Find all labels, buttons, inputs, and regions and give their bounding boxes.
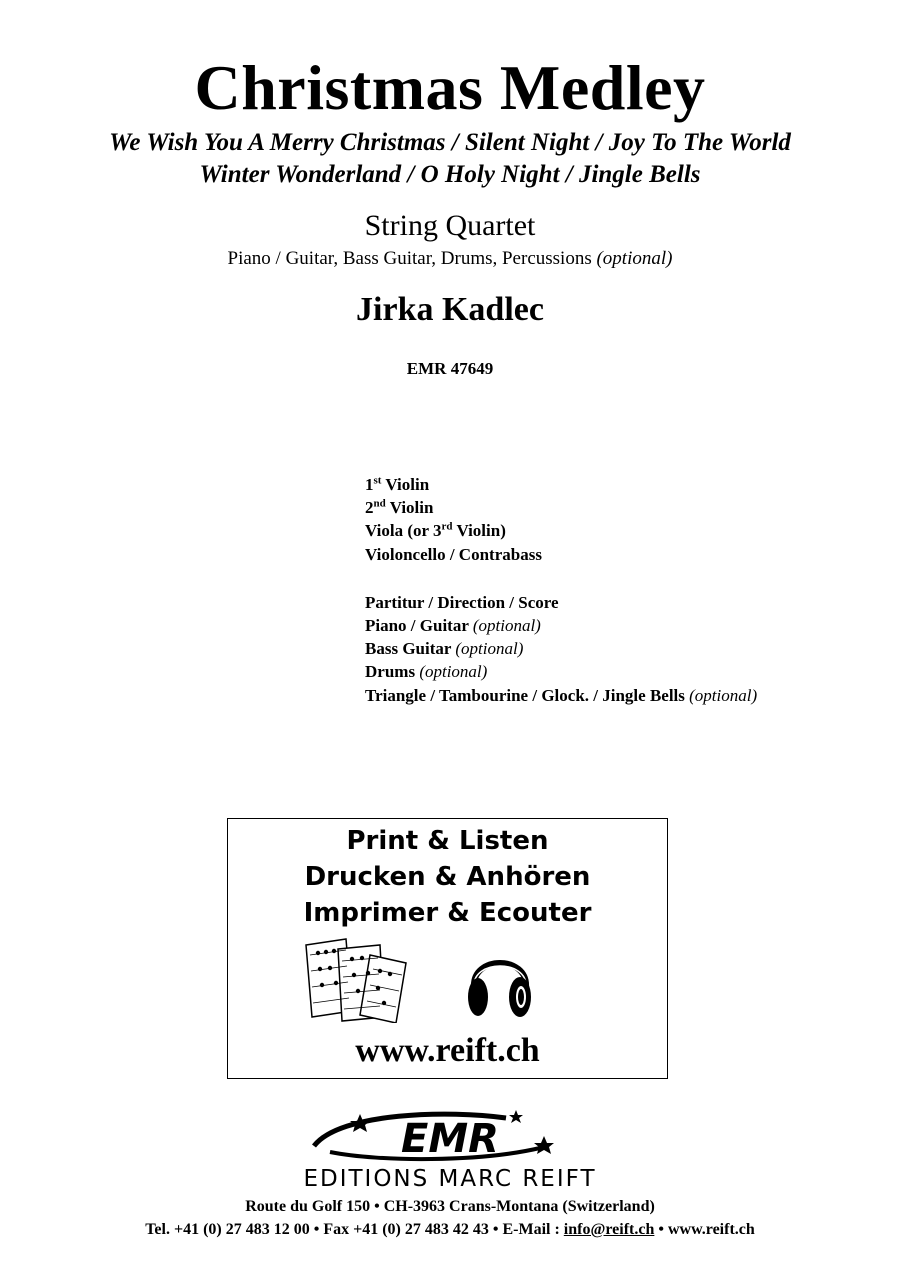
optional-label: (optional) — [472, 616, 541, 636]
optional-label: (optional) — [455, 639, 524, 659]
sheet-music-icon — [300, 937, 412, 1023]
part-number: 2 — [365, 498, 374, 518]
promo-line-2: Drucken & Anhören — [304, 862, 591, 892]
part-violin-1 — [365, 473, 757, 496]
email-link[interactable]: info@reift.ch — [563, 1221, 655, 1238]
part-label: Viola (or 3 — [365, 521, 442, 541]
part-label-end: Violin) — [452, 521, 506, 541]
publisher-contact — [0, 1219, 900, 1241]
parts-list — [365, 473, 757, 707]
ensemble: String Quartet — [364, 209, 536, 242]
part-label: Violin — [385, 498, 434, 518]
part-piano — [365, 614, 757, 637]
ordinal-suffix: rd — [441, 520, 453, 533]
logo-text: EMR — [401, 1116, 499, 1162]
part-bass-guitar — [365, 637, 757, 660]
contact-phone-fax: Tel. +41 (0) 27 483 12 00 • Fax +41 (0) 27 483 42 43 • E-Mail : — [145, 1221, 564, 1238]
promo-line-1: Print & Listen — [346, 826, 549, 856]
optional-instruments — [0, 247, 900, 271]
optional-label: (optional) — [596, 248, 673, 269]
part-label: Bass Guitar — [365, 639, 452, 659]
ordinal-suffix: st — [373, 474, 382, 487]
part-cello: Violoncello / Contrabass — [365, 544, 542, 564]
headphones-icon — [466, 943, 534, 1021]
composer: Jirka Kadlec — [356, 291, 544, 328]
publisher-name: EDITIONS MARC REIFT — [303, 1166, 597, 1192]
subtitle-line-1: We Wish You A Merry Christmas / Silent Night / Joy To The World — [109, 129, 791, 156]
publisher-address: Route du Golf 150 • CH-3963 Crans-Montana (Switzerland) — [245, 1198, 655, 1215]
ordinal-suffix: nd — [373, 497, 386, 510]
part-drums — [365, 660, 757, 683]
part-label: Piano / Guitar — [365, 616, 469, 636]
subtitle-line-2: Winter Wonderland / O Holy Night / Jingle Bells — [199, 161, 701, 188]
catalog-number: EMR 47649 — [406, 359, 494, 378]
part-label: Triangle / Tambourine / Glock. / Jingle Bells — [365, 685, 685, 705]
contact-website: • www.reift.ch — [654, 1221, 755, 1238]
optional-label: (optional) — [419, 662, 488, 682]
promo-line-3: Imprimer & Ecouter — [303, 898, 592, 928]
part-number: 1 — [365, 475, 374, 494]
part-label: Drums — [365, 662, 416, 682]
page-title: Christmas Medley — [194, 52, 706, 123]
emr-logo — [300, 1108, 600, 1168]
part-label: Violin — [381, 475, 430, 494]
website-link[interactable]: www.reift.ch — [355, 1032, 540, 1069]
part-violin-2 — [365, 496, 757, 519]
print-listen-box — [227, 818, 668, 1079]
part-percussion — [365, 684, 757, 707]
optional-label: (optional) — [689, 685, 758, 705]
part-viola — [365, 519, 757, 542]
part-score: Partitur / Direction / Score — [365, 592, 559, 612]
optional-instruments-text: Piano / Guitar, Bass Guitar, Drums, Percussions — [227, 248, 592, 269]
